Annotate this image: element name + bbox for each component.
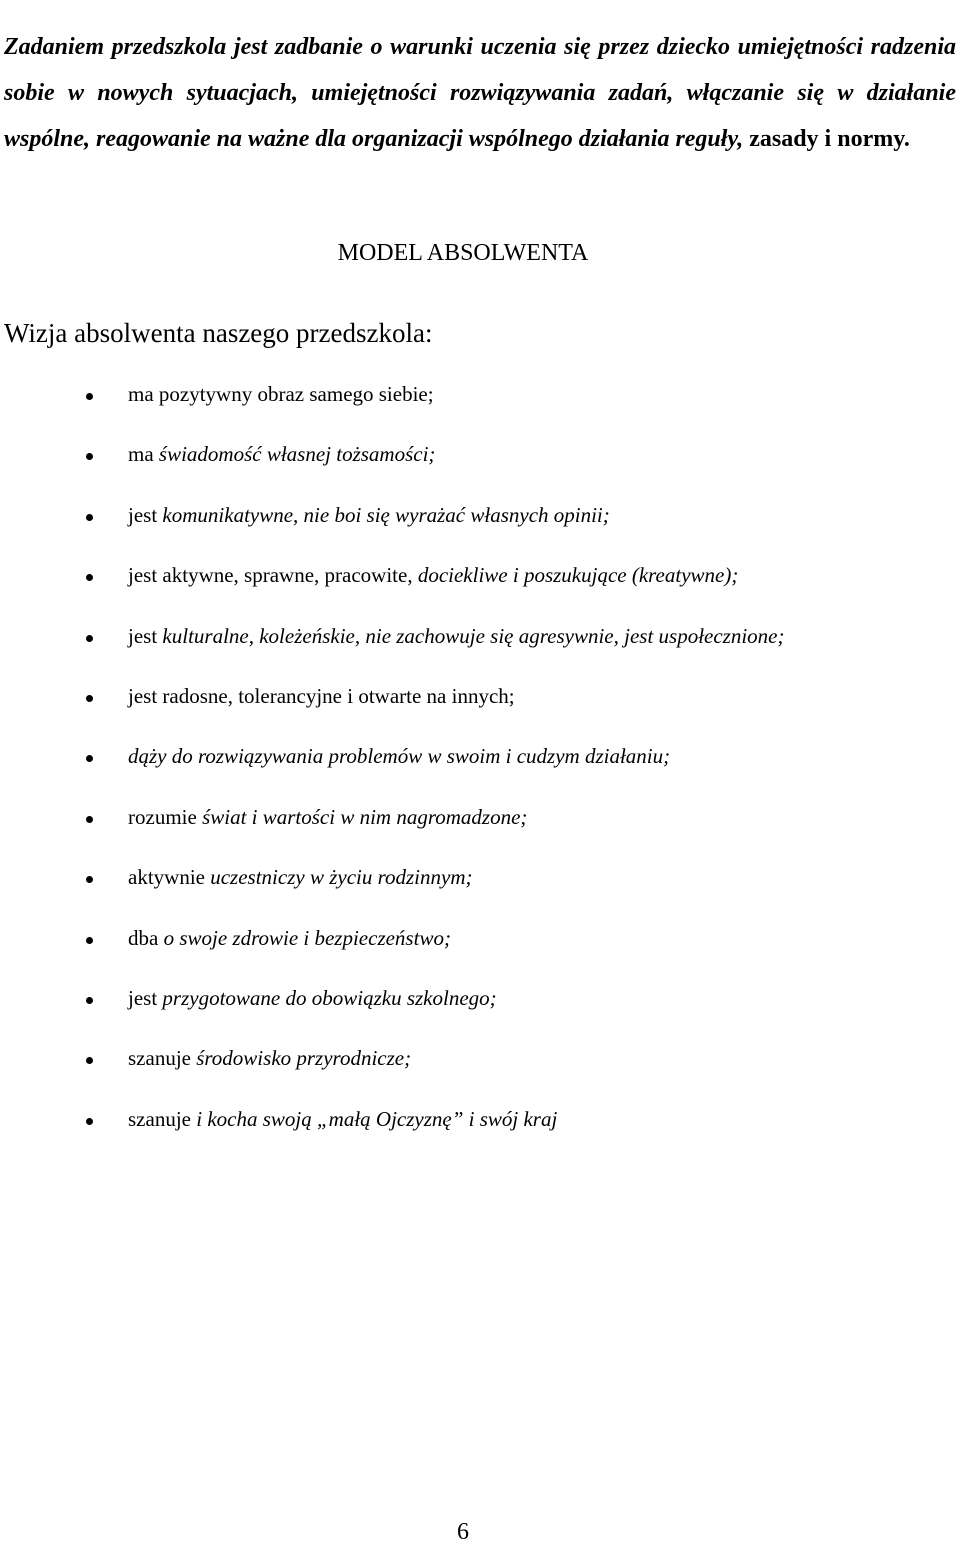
list-item (0, 558, 960, 618)
list-item (0, 437, 960, 497)
list-item (0, 498, 960, 558)
trait-text: dba (128, 925, 164, 950)
list-item (0, 679, 960, 739)
list-item (0, 1041, 960, 1101)
bullet-icon (86, 574, 93, 581)
list-item (0, 377, 960, 437)
trait-text: rozumie (128, 804, 203, 829)
page-number: 6 (457, 1519, 469, 1545)
list-item (0, 921, 960, 981)
trait-text-italic: dociekliwe i poszukujące (kreatywne); (417, 563, 739, 588)
bullet-icon (86, 937, 93, 944)
bullet-icon (86, 755, 93, 762)
bullet-icon (86, 997, 93, 1004)
traits-list (0, 377, 960, 1162)
trait-text-italic: i kocha swoją „małą Ojczyznę” i swój kraj (196, 1106, 558, 1131)
bullet-icon (86, 393, 93, 400)
bullet-icon (86, 514, 93, 521)
list-item (0, 981, 960, 1041)
intro-tail-text: zasady i normy. (749, 126, 910, 152)
intro-lead-text: Zadaniem przedszkola jest zadbanie o warunki uczenia się przez dziecko umiejętności radzenia sobie w nowych sytuacjach, umiejętności rozwiązywania zadań, włączanie się w działanie wspólne, reagowanie na ważne dla organizacji wspólnego działania reguły, (4, 34, 956, 152)
trait-text-italic: środowisko przyrodnicze; (196, 1046, 412, 1071)
trait-text-italic: dąży do rozwiązywania problemów w swoim i cudzym działaniu; (128, 744, 671, 769)
trait-text-italic: przygotowane do obowiązku szkolnego; (162, 985, 497, 1010)
trait-text-italic: kulturalne, koleżeńskie, nie zachowuje się agresywnie, jest uspołecznione; (162, 623, 785, 648)
list-item (0, 860, 960, 920)
subheading: Wizja absolwenta naszego przedszkola: (4, 318, 433, 348)
trait-text-italic: komunikatywne, nie boi się wyrażać własnych opinii; (162, 502, 610, 527)
intro-paragraph (4, 24, 956, 162)
trait-text: jest radosne, tolerancyjne i otwarte na innych; (128, 683, 515, 708)
list-item (0, 800, 960, 860)
section-title: MODEL ABSOLWENTA (337, 240, 589, 266)
trait-text: aktywnie (128, 865, 211, 890)
bullet-icon (86, 453, 93, 460)
list-item (0, 1102, 960, 1162)
trait-text: jest aktywne, sprawne, pracowite, (128, 563, 418, 588)
list-item (0, 619, 960, 679)
trait-text-italic: świadomość własnej tożsamości; (158, 442, 436, 467)
trait-text: jest (128, 623, 163, 648)
trait-text: szanuje (128, 1106, 197, 1131)
trait-text: szanuje (128, 1046, 197, 1071)
trait-text-italic: uczestniczy w życiu rodzinnym; (210, 865, 473, 890)
bullet-icon (86, 1118, 93, 1125)
trait-text: jest (128, 985, 163, 1010)
trait-text-italic: świat i wartości w nim nagromadzone; (202, 804, 528, 829)
trait-text: ma (128, 442, 159, 467)
list-item (0, 739, 960, 799)
trait-text: ma pozytywny obraz samego siebie; (128, 382, 434, 406)
trait-text: jest (128, 502, 163, 527)
bullet-icon (86, 876, 93, 883)
bullet-icon (86, 1057, 93, 1064)
bullet-icon (86, 635, 93, 642)
bullet-icon (86, 695, 93, 702)
bullet-icon (86, 816, 93, 823)
trait-text-italic: o swoje zdrowie i bezpieczeństwo; (163, 925, 451, 950)
